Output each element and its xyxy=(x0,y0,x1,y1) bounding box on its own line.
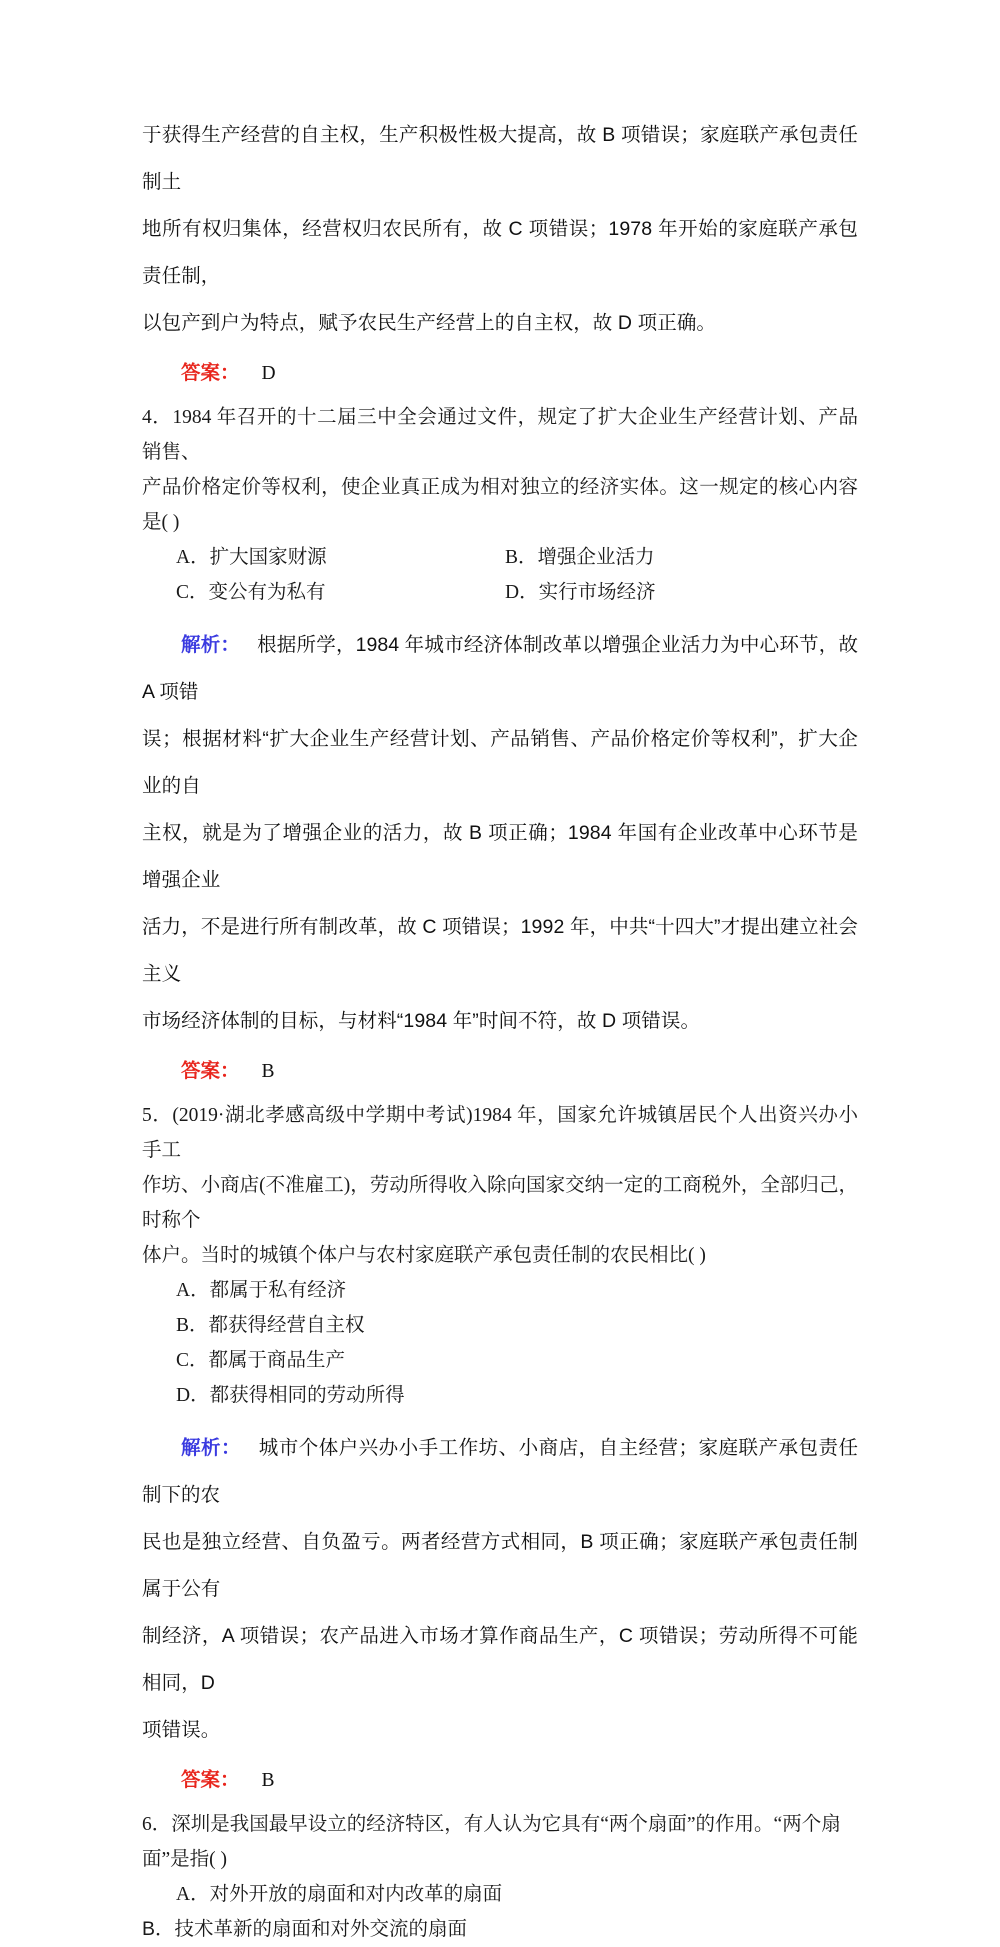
option-key: A． xyxy=(176,1884,210,1905)
question-5-analysis-line-2: 民也是独立经营、自负盈亏。两者经营方式相同，B 项正确；家庭联产承包责任制属于公有 xyxy=(142,1531,858,1600)
question-6-stem-line-1: 6．深圳是我国最早设立的经济特区，有人认为它具有“两个扇面”的作用。“两个扇 xyxy=(142,1814,841,1835)
option-key: D． xyxy=(176,1385,210,1406)
option-key: C． xyxy=(176,1350,209,1371)
option-text: 实行市场经济 xyxy=(538,582,656,603)
answer-value: B xyxy=(261,1770,275,1791)
option-text: 扩大国家财源 xyxy=(209,547,327,568)
continued-explanation-line-1: 于获得生产经营的自主权，生产积极性极大提高，故 B 项错误；家庭联产承包责任制土 xyxy=(142,124,858,193)
question-6-option-a[interactable] xyxy=(142,1877,858,1912)
option-text: 对外开放的扇面和对内改革的扇面 xyxy=(209,1884,503,1905)
question-5-option-a[interactable] xyxy=(142,1273,858,1308)
question-4-analysis-line-3: 主权，就是为了增强企业的活力，故 B 项正确；1984 年国有企业改革中心环节是增强企业 xyxy=(142,822,858,891)
option-text: 都属于私有经济 xyxy=(209,1280,347,1301)
question-5-block xyxy=(142,1098,858,1801)
analysis-text: 城市个体户兴办小手工作坊、小商店，自主经营；家庭联产承包责任制下的农 xyxy=(142,1437,858,1506)
answer-line-q3 xyxy=(142,353,858,394)
continued-explanation-line-2: 地所有权归集体，经营权归农民所有，故 C 项错误；1978 年开始的家庭联产承包责任制， xyxy=(142,218,858,287)
question-5-stem-line-1: 5．(2019·湖北孝感高级中学期中考试)1984 年，国家允许城镇居民个人出资兴办小手工 xyxy=(142,1105,858,1161)
question-5-analysis-line-1 xyxy=(142,1425,858,1519)
question-5-analysis-line-3: 制经济，A 项错误；农产品进入市场才算作商品生产，C 项错误；劳动所得不可能相同，D xyxy=(142,1625,858,1694)
question-6-stem-line-2: 面”是指( ) xyxy=(142,1849,228,1870)
question-4-analysis-line-5: 市场经济体制的目标，与材料“1984 年”时间不符，故 D 项错误。 xyxy=(142,1010,701,1032)
question-4-option-b[interactable] xyxy=(505,540,858,575)
question-4-option-d[interactable] xyxy=(505,575,858,610)
analysis-label: 解析： xyxy=(181,1437,241,1459)
question-4-analysis-block xyxy=(142,622,858,1045)
question-5-analysis-block xyxy=(142,1425,858,1754)
answer-value: B xyxy=(261,1061,275,1082)
option-key: B． xyxy=(505,547,538,568)
question-5-option-c[interactable] xyxy=(142,1343,858,1378)
option-text: 技术革新的扇面和对外交流的扇面 xyxy=(174,1918,468,1940)
answer-value: D xyxy=(261,363,276,384)
question-4-stem-line-1: 4．1984 年召开的十二届三中全会通过文件，规定了扩大企业生产经营计划、产品销售、 xyxy=(142,407,858,463)
question-4-block xyxy=(142,400,858,1092)
question-4-analysis-line-1 xyxy=(142,622,858,716)
question-4-option-row-2 xyxy=(142,575,858,610)
question-4-option-a[interactable] xyxy=(142,540,505,575)
question-6-option-b[interactable] xyxy=(142,1912,858,1947)
option-text: 增强企业活力 xyxy=(537,547,655,568)
option-text: 都获得经营自主权 xyxy=(208,1315,365,1336)
question-5-stem-line-2: 作坊、小商店(不准雇工)，劳动所得收入除向国家交纳一定的工商税外，全部归己，时称个 xyxy=(142,1175,858,1231)
question-4-answer-line xyxy=(142,1051,858,1092)
question-4-analysis-line-4: 活力，不是进行所有制改革，故 C 项错误；1992 年，中共“十四大”才提出建立社会主义 xyxy=(142,916,858,985)
option-key: B． xyxy=(176,1315,209,1336)
question-4-option-c[interactable] xyxy=(142,575,505,610)
option-text: 都属于商品生产 xyxy=(208,1350,346,1371)
analysis-label: 解析： xyxy=(181,634,241,656)
option-text: 变公有为私有 xyxy=(208,582,326,603)
question-4-stem-line-2: 产品价格定价等权利，使企业真正成为相对独立的经济实体。这一规定的核心内容是( ) xyxy=(142,477,858,533)
question-5-answer-line xyxy=(142,1760,858,1801)
question-5-stem-line-3: 体户。当时的城镇个体户与农村家庭联产承包责任制的农民相比( ) xyxy=(142,1245,706,1266)
page-content-column xyxy=(142,112,858,1947)
question-4-option-row-1 xyxy=(142,540,858,575)
option-key: A． xyxy=(176,547,210,568)
question-5-option-b[interactable] xyxy=(142,1308,858,1343)
continued-explanation-block xyxy=(142,112,858,347)
spacer xyxy=(142,610,858,622)
question-5-analysis-line-4: 项错误。 xyxy=(142,1719,221,1741)
analysis-text: 根据所学，1984 年城市经济体制改革以增强企业活力为中心环节，故 A 项错 xyxy=(142,634,858,703)
answer-label: 答案： xyxy=(181,1769,240,1791)
option-key: B． xyxy=(142,1918,175,1940)
question-6-block xyxy=(142,1807,858,1947)
question-5-option-d[interactable] xyxy=(142,1378,858,1413)
answer-label: 答案： xyxy=(181,1060,240,1082)
option-key: A． xyxy=(176,1280,210,1301)
option-text: 都获得相同的劳动所得 xyxy=(209,1385,405,1406)
question-4-analysis-line-2: 误；根据材料“扩大企业生产经营计划、产品销售、产品价格定价等权利”，扩大企业的自 xyxy=(142,728,858,797)
continued-explanation-line-3: 以包产到户为特点，赋予农民生产经营上的自主权，故 D 项正确。 xyxy=(142,312,717,334)
option-key: D． xyxy=(505,582,539,603)
spacer xyxy=(142,1413,858,1425)
answer-label: 答案： xyxy=(181,362,240,384)
option-key: C． xyxy=(176,582,209,603)
